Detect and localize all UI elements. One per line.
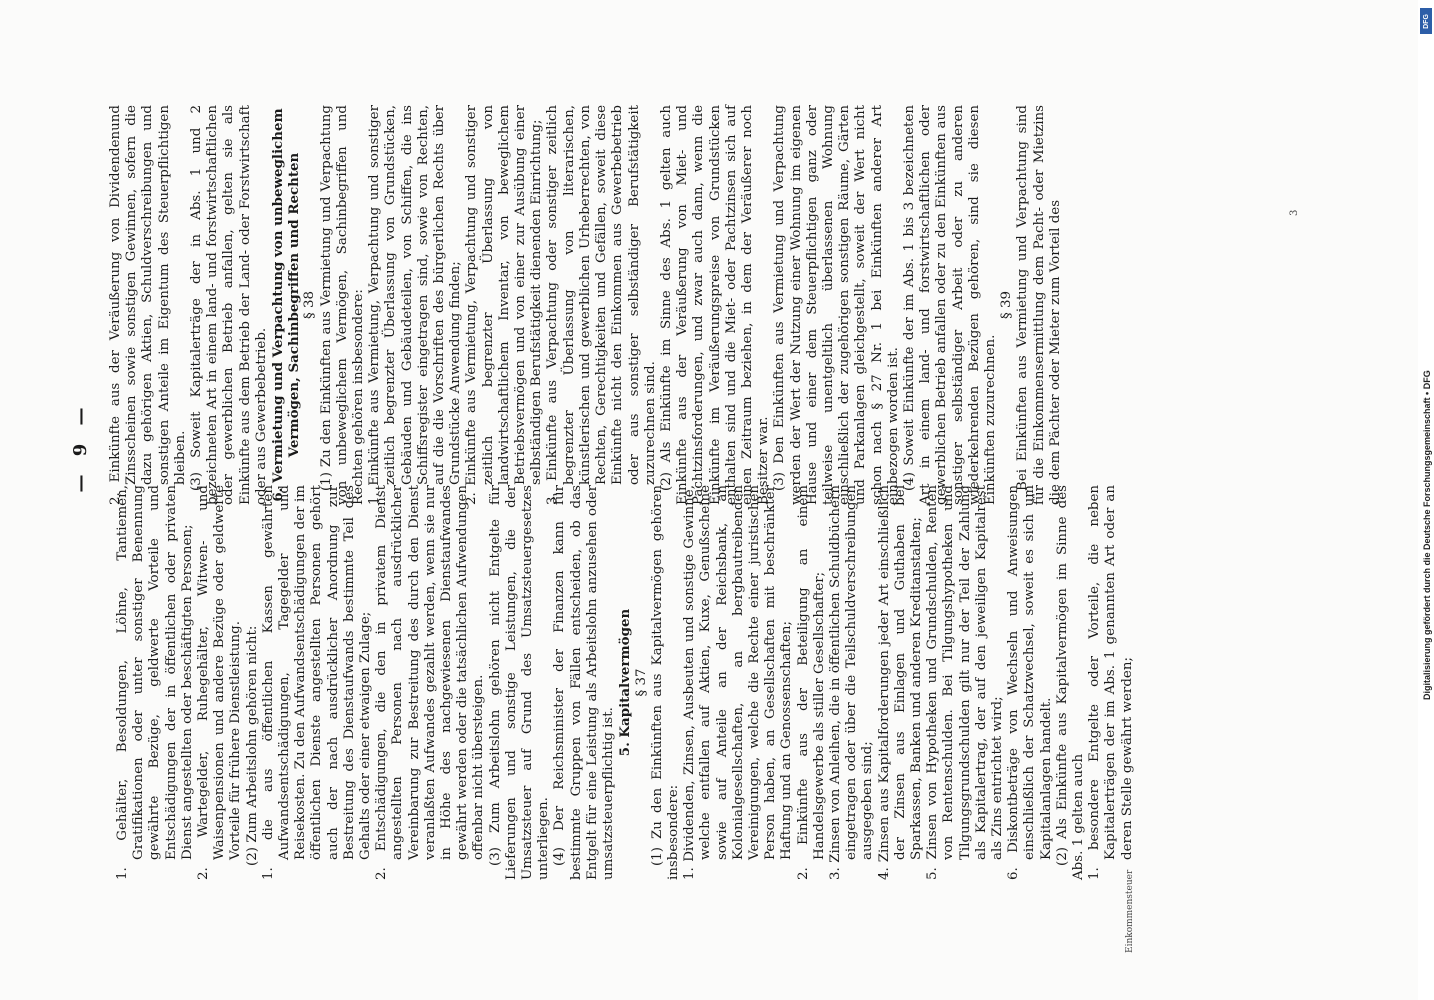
list-item: 5. Zinsen von Hypotheken und Grundschulden, Renten von Rentenschulden. Bei Tilgungshypotheken und Tilgungsgrundschulden gilt nur der Teil der Zahlung als Kapitalertrag, der auf den jeweiligen Kapitalrest als Zins entrichtet wird; [925, 485, 1005, 880]
section-heading: 5. Kapitalvermögen [617, 608, 634, 757]
list-item: 2. Einkünfte aus Vermietung, Verpachtung und sonstiger zeitlich begrenzter Überlassung von landwirtschaftlichem Inventar, von beweglichem Betriebsvermögen und von einer zur Ausübung einer selbständigen Berufstätigkeit dienenden Einrichtung; [464, 105, 545, 505]
list-item: 2. Einkünfte aus der Veräußerung von Dividendenund Zinsscheinen sowie sonstigen Gewinnen, sofern die dazu gehörigen Aktien, Schuldverschreibungen und sonstigen Anteile im Eigentum des Steuerpflichtigen bleiben. [108, 105, 188, 505]
dfg-credit-label: Digitalisierung gefördert durch die Deutsche Forschungsgemeinschaft • DFG [1422, 370, 1432, 700]
paragraph: (3) Soweit Kapitalerträge der in Abs. 1 und 2 bezeichneten Art in einem land- und forstwirtschaftlichen oder gewerblichen Betrieb anfallen, gelten sie als Einkünfte aus dem Betrieb der Land- oder Forstwirtschaft oder aus Gewerbebetrieb. [189, 105, 269, 505]
paragraph: (1) Zu den Einkünften aus Kapitalvermögen gehören insbesondere: [649, 485, 681, 880]
list-item: 3. Einkünfte aus Verpachtung oder sonstiger zeitlich begrenzter Überlassung von literarischen, künstlerischen und gewerblichen Urheberrechten, von Rechten, Gerechtigkeiten und Gefällen, soweit diese Einkünfte nicht den Einkommen aus Gewerbebetrieb oder aus sonstiger selbständiger Berufstätigkeit zuzurechnen sind. [545, 105, 658, 505]
list-item: 3. Zinsen von Anleihen, die in öffentlichen Schuldbüchern eingetragen oder über die Teilschuldverschreibungen ausgegeben sind; [827, 485, 876, 880]
section-number: § 39 [999, 291, 1015, 319]
paragraph: (4) Der Reichsminister der Finanzen kann für bestimmte Gruppen von Fällen entscheiden, ob das Entgelt für eine Leistung als Arbeitslohn anzusehen oder umsatzsteuerpflichtig ist. [552, 485, 617, 880]
right-text-column [108, 105, 1064, 505]
list-item: 2. Einkünfte aus der Beteiligung an einem Handelsgewerbe als stiller Gesellschafter; [795, 485, 827, 880]
list-item: 1. Dividenden, Zinsen, Ausbeuten und sonstige Gewinne, welche entfallen auf Aktien, Kuxe, Genußscheine sowie auf Anteile an der Reichsbank, an Kolonialgesellschaften, an bergbautreibenden Vereinigungen, welche die Rechte einer juristischen Person haben, an Gesellschaften mit beschränkter Haftung und an Genossenschaften; [682, 485, 795, 880]
section-number: § 38 [302, 291, 318, 319]
list-item: 2. Entschädigungen, die den in privatem Dienst angestellten Personen nach ausdrücklicher Vereinbarung zur Bestreitung des durch den Dienst veranlaßten Aufwandes gezahlt werden, wenn sie nur in Höhe des nachgewiesenen Dienstaufwandes gewährt werden oder die tatsächlichen Aufwendungen offenbar nicht übersteigen. [374, 485, 487, 880]
list-item: 6. Diskontbeträge von Wechseln und Anweisungen einschließlich der Schatzwechsel, soweit es sich um Kapitalanlagen handelt. [1006, 485, 1054, 880]
footer-signature: Einkommensteuer [1125, 869, 1135, 953]
list-item: 2. Wartegelder, Ruhegehälter, Witwen- und Waisenpensionen und andere Bezüge oder geldwerte Vorteile für frühere Dienstleistung. [196, 485, 244, 880]
list-item: 4. Zinsen aus Kapitalforderungen jeder Art einschließlich der Zinsen aus Einlagen und Guthaben bei Sparkassen, Banken und anderen Kreditanstalten; [876, 485, 924, 880]
left-text-column [115, 485, 1136, 880]
list-item: 1. Gehälter, Besoldungen, Löhne, Tantiemen, Gratifikationen oder unter sonstiger Benennung gewährte Bezüge, geldwerte Vorteile und Entschädigungen der in öffentlichen oder privaten Dienst angestellten oder beschäftigten Personen; [115, 485, 195, 880]
section-number: § 37 [633, 668, 649, 697]
paragraph: (1) Zu den Einkünften aus Vermietung und Verpachtung von unbeweglichem Vermögen, Sachinbegriffen und Rechten gehören insbesondere: [318, 105, 367, 505]
paragraph: (3) Den Einkünften aus Vermietung und Verpachtung werden der Wert der Nutzung einer Wohnung im eigenen Hause und einer dem Steuerpflichtigen ganz oder teilweise unentgeltlich überlassenen Wohnung einschließlich der zugehörigen sonstigen Räume, Gärten und Parkanlagen gleichgestellt, soweit der Wert nicht schon nach § 27 Nr. 1 bei Einkünften anderer Art einbezogen worden ist. [772, 105, 901, 505]
dfg-logo: DFG [1420, 8, 1432, 34]
list-item: 1. die aus öffentlichen Kassen gewährten Aufwandsentschädigungen, Tagegelder und Reisekosten. Zu den Aufwandsentschädigungen der im öffentlichen Dienste angestellten Personen gehört auch der nach ausdrücklicher Anordnung zur Bestreitung des Dienstaufwands bestimmte Teil des Gehalts oder einer etwaigen Zulage; [260, 485, 374, 880]
list-item: 1. besondere Entgelte oder Vorteile, die neben Kapitalerträgen der im Abs. 1 genannten Art oder an deren Stelle gewährt werden; [1087, 485, 1135, 880]
paragraph: (2) Zum Arbeitslohn gehören nicht: [244, 625, 260, 866]
section-heading: 6. Vermietung und Verpachtung von unbeweglichem Vermögen, Sachinbegriffen und Rechten [270, 108, 303, 502]
paragraph: Bei Einkünften aus Vermietung und Verpachtung sind für die Einkommensermittlung dem Pacht- oder Mietzins die dem Pächter oder Mieter zum Vorteil des [1015, 105, 1063, 505]
list-item: 1. Einkünfte aus Vermietung, Verpachtung und sonstiger zeitlich begrenzter Überlassung von Grundstücken, Gebäuden und Gebäudeteilen, von Schiffen, die ins Schiffsregister eingetragen sind, sowie von Rechten, auf die die Vorschriften des bürgerlichen Rechts über Grundstücke Anwendung finden; [367, 105, 464, 505]
paragraph: (4) Soweit Einkünfte der im Abs. 1 bis 3 bezeichneten Art in einem land- und forstwirtschaftlichen oder gewerblichen Betrieb anfallen oder zu den Einkünften aus sonstiger selbständiger Arbeit oder zu anderen wiederkehrenden Bezügen gehören, sind sie diesen Einkünften zuzurechnen. [901, 105, 998, 505]
page-number: — 9 — [70, 401, 91, 493]
sheet-number: 3 [1289, 209, 1300, 216]
paragraph: (3) Zum Arbeitslohn gehören nicht Entgelte für Lieferungen und sonstige Leistungen, die der Umsatzsteuer auf Grund des Umsatzsteuergesetzes unterliegen. [487, 485, 552, 880]
paragraph: (2) Als Einkünfte aus Kapitalvermögen im Sinne des Abs. 1 gelten auch [1054, 485, 1086, 880]
paragraph: (2) Als Einkünfte im Sinne des Abs. 1 gelten auch Einkünfte aus der Veräußerung von Miet- und Pachtzinsforderungen, und zwar auch dann, wenn die Einkünfte im Veräußerungspreise von Grundstücken enthalten sind und die Miet- oder Pachtzinsen sich auf einen Zeitraum beziehen, in dem der Veräußerer noch Besitzer war. [658, 105, 772, 505]
